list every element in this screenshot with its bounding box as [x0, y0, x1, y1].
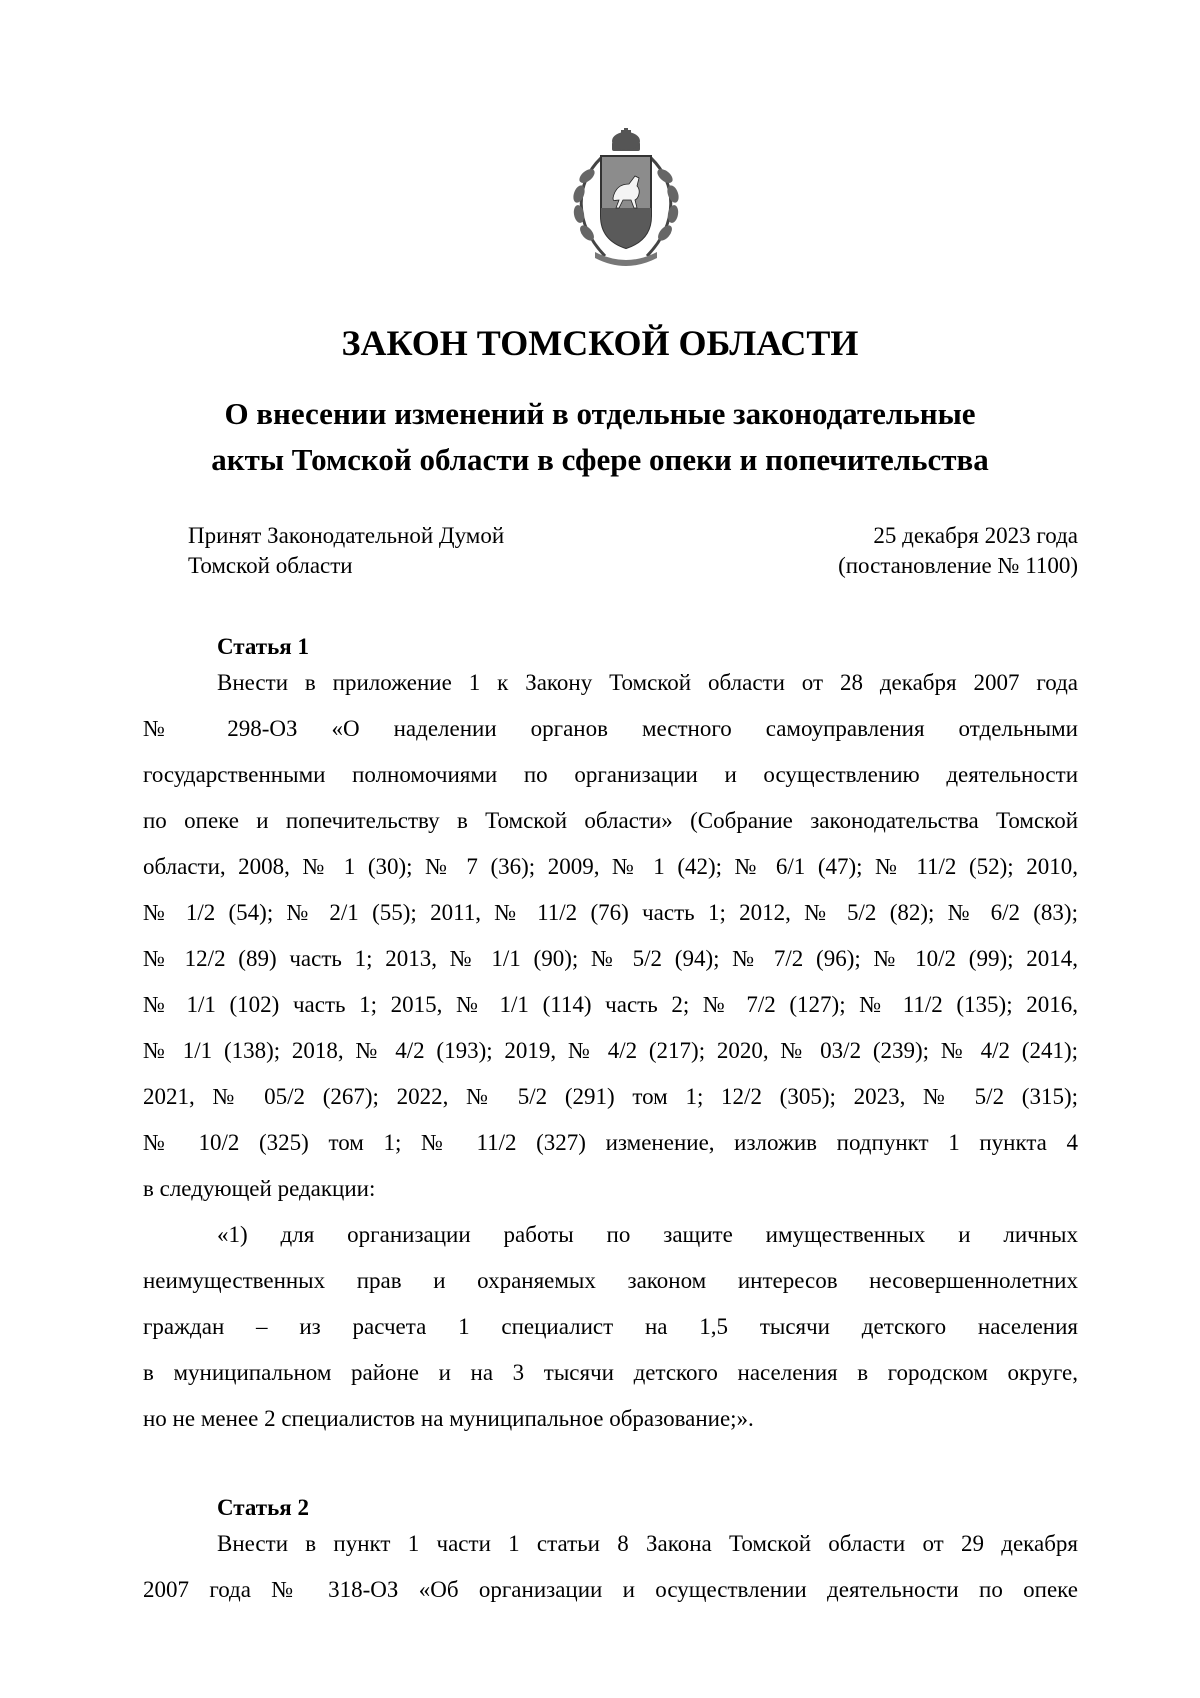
article-1-body	[143, 660, 1078, 1442]
text-line: в следующей редакции:	[143, 1176, 376, 1201]
page-subtitle	[0, 391, 1200, 483]
text-line: 2021, № 05/2 (267); 2022, № 5/2 (291) том 1; 12/2 (305); 2023, № 5/2 (315);	[143, 1084, 1078, 1109]
text-line: № 1/1 (102) часть 1; 2015, № 1/1 (114) часть 2; № 7/2 (127); № 11/2 (135); 2016,	[143, 992, 1078, 1017]
quote-line: «1) для организации работы по защите имущественных и личных	[217, 1222, 1078, 1247]
page-title: ЗАКОН ТОМСКОЙ ОБЛАСТИ	[341, 323, 859, 363]
tomsk-oblast-coat-of-arms-icon	[565, 128, 687, 268]
text-line: № 1/1 (138); 2018, № 4/2 (193); 2019, № 4/2 (217); 2020, № 03/2 (239); № 4/2 (241);	[143, 1038, 1078, 1063]
quote-line: неимущественных прав и охраняемых законом интересов несовершеннолетних	[143, 1268, 1078, 1293]
adoption-date	[780, 521, 1078, 581]
adopted-by-line: Принят Законодательной Думой	[188, 523, 505, 548]
text-line: № 10/2 (325) том 1; № 11/2 (327) изменение, изложив подпункт 1 пункта 4	[143, 1130, 1078, 1155]
text-line: № 298-ОЗ «О наделении органов местного самоуправления отдельными	[143, 716, 1078, 741]
text-line: 2007 года № 318-ОЗ «Об организации и осуществлении деятельности по опеке	[143, 1577, 1078, 1602]
quote-line: в муниципальном районе и на 3 тысячи детского населения в городском округе,	[143, 1360, 1078, 1385]
text-line: по опеке и попечительству в Томской области» (Собрание законодательства Томской	[143, 808, 1078, 833]
resolution-number: (постановление № 1100)	[838, 553, 1078, 578]
adoption-date-line: 25 декабря 2023 года	[873, 523, 1078, 548]
text-line: № 12/2 (89) часть 1; 2013, № 1/1 (90); № 5/2 (94); № 7/2 (96); № 10/2 (99); 2014,	[143, 946, 1078, 971]
text-line: № 1/2 (54); № 2/1 (55); 2011, № 11/2 (76) часть 1; 2012, № 5/2 (82); № 6/2 (83);	[143, 900, 1078, 925]
text-line: Внести в пункт 1 части 1 статьи 8 Закона Томской области от 29 декабря	[217, 1531, 1078, 1556]
article-2-heading: Статья 2	[217, 1495, 309, 1520]
article-1-heading: Статья 1	[217, 634, 309, 659]
text-line: области, 2008, № 1 (30); № 7 (36); 2009, № 1 (42); № 6/1 (47); № 11/2 (52); 2010,	[143, 854, 1078, 879]
quote-line: граждан – из расчета 1 специалист на 1,5 тысячи детского населения	[143, 1314, 1078, 1339]
text-line: Внести в приложение 1 к Закону Томской области от 28 декабря 2007 года	[217, 670, 1078, 695]
adopted-by-line: Томской области	[188, 553, 353, 578]
coat-of-arms	[565, 128, 687, 268]
adopted-by	[188, 521, 504, 581]
article-2-body	[143, 1521, 1078, 1613]
text-line: государственными полномочиями по организации и осуществлению деятельности	[143, 762, 1078, 787]
subtitle-line: акты Томской области в сфере опеки и попечительства	[211, 442, 989, 477]
quote-line: но не менее 2 специалистов на муниципальное образование;».	[143, 1406, 754, 1431]
subtitle-line: О внесении изменений в отдельные законодательные	[224, 396, 976, 431]
